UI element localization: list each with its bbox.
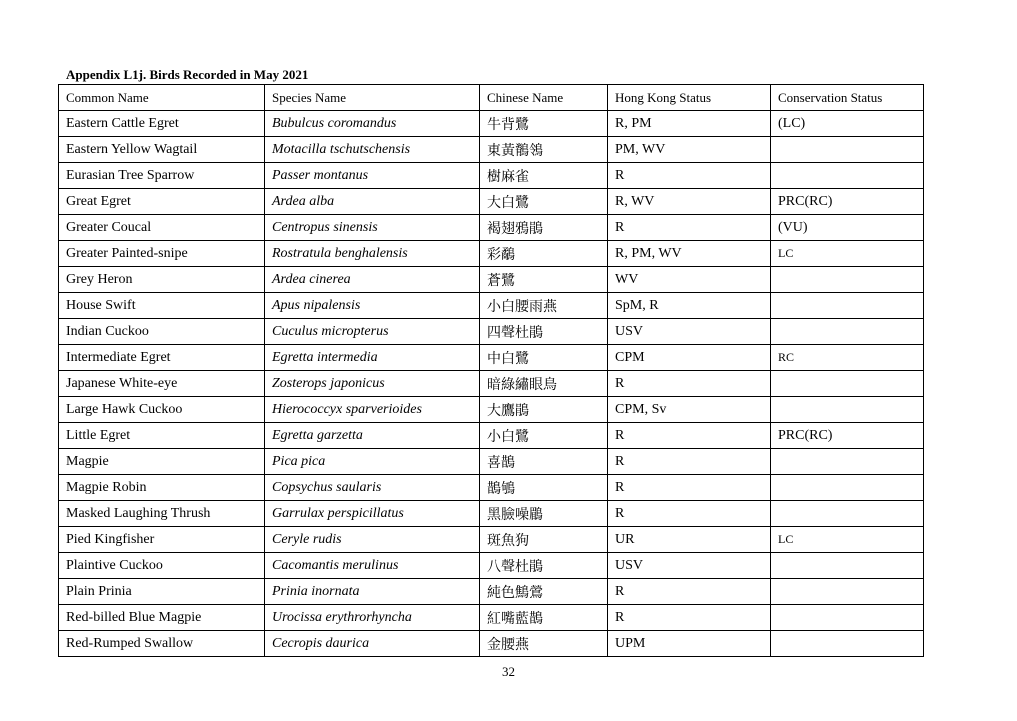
table-row: [59, 137, 924, 163]
species-name-cell: Rostratula benghalensis: [265, 241, 480, 267]
table-row: [59, 397, 924, 423]
common-name-cell: Red-Rumped Swallow: [59, 631, 265, 657]
table-header-row: [59, 85, 924, 111]
species-name-cell: Bubulcus coromandus: [265, 111, 480, 137]
conservation-status-cell: [771, 553, 924, 579]
table-row: [59, 475, 924, 501]
conservation-status-cell: [771, 631, 924, 657]
hong-kong-status-cell: UR: [608, 527, 771, 553]
chinese-name-cell: 黑臉噪鶥: [480, 501, 608, 527]
table-row: [59, 631, 924, 657]
conservation-status-cell: [771, 163, 924, 189]
hong-kong-status-cell: WV: [608, 267, 771, 293]
chinese-name-cell: 喜鵲: [480, 449, 608, 475]
common-name-cell: Japanese White-eye: [59, 371, 265, 397]
table-row: [59, 579, 924, 605]
hong-kong-status-cell: CPM, Sv: [608, 397, 771, 423]
hong-kong-status-cell: R: [608, 579, 771, 605]
species-name-cell: Prinia inornata: [265, 579, 480, 605]
conservation-status-cell: [771, 501, 924, 527]
common-name-cell: Little Egret: [59, 423, 265, 449]
hong-kong-status-cell: SpM, R: [608, 293, 771, 319]
hong-kong-status-cell: R, WV: [608, 189, 771, 215]
chinese-name-cell: 鵲鴝: [480, 475, 608, 501]
species-name-cell: Cuculus micropterus: [265, 319, 480, 345]
species-name-cell: Motacilla tschutschensis: [265, 137, 480, 163]
hong-kong-status-cell: R, PM, WV: [608, 241, 771, 267]
chinese-name-cell: 小白腰雨燕: [480, 293, 608, 319]
species-name-cell: Apus nipalensis: [265, 293, 480, 319]
species-name-cell: Cecropis daurica: [265, 631, 480, 657]
conservation-status-cell: [771, 449, 924, 475]
chinese-name-cell: 四聲杜鵑: [480, 319, 608, 345]
chinese-name-cell: 小白鷺: [480, 423, 608, 449]
species-name-cell: Passer montanus: [265, 163, 480, 189]
header-species-name: Species Name: [265, 85, 480, 111]
common-name-cell: Masked Laughing Thrush: [59, 501, 265, 527]
chinese-name-cell: 蒼鷺: [480, 267, 608, 293]
table-row: [59, 605, 924, 631]
common-name-cell: Plain Prinia: [59, 579, 265, 605]
chinese-name-cell: 大白鷺: [480, 189, 608, 215]
table-caption: Appendix L1j. Birds Recorded in May 2021: [66, 67, 309, 82]
common-name-cell: Greater Coucal: [59, 215, 265, 241]
common-name-cell: Great Egret: [59, 189, 265, 215]
conservation-status-cell: [771, 267, 924, 293]
species-name-cell: Egretta garzetta: [265, 423, 480, 449]
header-conservation-status: Conservation Status: [771, 85, 924, 111]
species-name-cell: Cacomantis merulinus: [265, 553, 480, 579]
table-row: [59, 189, 924, 215]
hong-kong-status-cell: R: [608, 215, 771, 241]
species-name-cell: Ardea cinerea: [265, 267, 480, 293]
table-row: [59, 267, 924, 293]
common-name-cell: Magpie: [59, 449, 265, 475]
hong-kong-status-cell: R, PM: [608, 111, 771, 137]
table-row: [59, 527, 924, 553]
hong-kong-status-cell: CPM: [608, 345, 771, 371]
chinese-name-cell: 暗綠繡眼鳥: [480, 371, 608, 397]
chinese-name-cell: 東黃鶺鴒: [480, 137, 608, 163]
species-name-cell: Urocissa erythrorhyncha: [265, 605, 480, 631]
species-name-cell: Zosterops japonicus: [265, 371, 480, 397]
conservation-status-cell: [771, 605, 924, 631]
hong-kong-status-cell: R: [608, 475, 771, 501]
table-row: [59, 371, 924, 397]
common-name-cell: Plaintive Cuckoo: [59, 553, 265, 579]
species-name-cell: Egretta intermedia: [265, 345, 480, 371]
common-name-cell: House Swift: [59, 293, 265, 319]
conservation-status-cell: [771, 475, 924, 501]
header-common-name: Common Name: [59, 85, 265, 111]
hong-kong-status-cell: R: [608, 449, 771, 475]
hong-kong-status-cell: PM, WV: [608, 137, 771, 163]
chinese-name-cell: 金腰燕: [480, 631, 608, 657]
chinese-name-cell: 八聲杜鵑: [480, 553, 608, 579]
table-row: [59, 449, 924, 475]
birds-table: [58, 84, 924, 657]
conservation-status-cell: RC: [771, 345, 924, 371]
table-row: [59, 553, 924, 579]
table-row: [59, 501, 924, 527]
chinese-name-cell: 彩鷸: [480, 241, 608, 267]
header-chinese-name: Chinese Name: [480, 85, 608, 111]
common-name-cell: Greater Painted-snipe: [59, 241, 265, 267]
table-row: [59, 423, 924, 449]
chinese-name-cell: 斑魚狗: [480, 527, 608, 553]
hong-kong-status-cell: R: [608, 605, 771, 631]
chinese-name-cell: 褐翅鴉鵑: [480, 215, 608, 241]
header-hong-kong-status: Hong Kong Status: [608, 85, 771, 111]
table-row: [59, 319, 924, 345]
conservation-status-cell: PRC(RC): [771, 189, 924, 215]
species-name-cell: Copsychus saularis: [265, 475, 480, 501]
chinese-name-cell: 樹麻雀: [480, 163, 608, 189]
species-name-cell: Ceryle rudis: [265, 527, 480, 553]
chinese-name-cell: 純色鷦鶯: [480, 579, 608, 605]
table-row: [59, 163, 924, 189]
common-name-cell: Grey Heron: [59, 267, 265, 293]
common-name-cell: Eastern Cattle Egret: [59, 111, 265, 137]
common-name-cell: Red-billed Blue Magpie: [59, 605, 265, 631]
chinese-name-cell: 中白鷺: [480, 345, 608, 371]
hong-kong-status-cell: R: [608, 501, 771, 527]
chinese-name-cell: 紅嘴藍鵲: [480, 605, 608, 631]
conservation-status-cell: [771, 293, 924, 319]
hong-kong-status-cell: R: [608, 163, 771, 189]
conservation-status-cell: LC: [771, 241, 924, 267]
conservation-status-cell: [771, 371, 924, 397]
hong-kong-status-cell: UPM: [608, 631, 771, 657]
hong-kong-status-cell: USV: [608, 553, 771, 579]
common-name-cell: Eastern Yellow Wagtail: [59, 137, 265, 163]
conservation-status-cell: (VU): [771, 215, 924, 241]
hong-kong-status-cell: USV: [608, 319, 771, 345]
common-name-cell: Pied Kingfisher: [59, 527, 265, 553]
common-name-cell: Indian Cuckoo: [59, 319, 265, 345]
table-row: [59, 241, 924, 267]
species-name-cell: Hierococcyx sparverioides: [265, 397, 480, 423]
hong-kong-status-cell: R: [608, 371, 771, 397]
hong-kong-status-cell: R: [608, 423, 771, 449]
species-name-cell: Pica pica: [265, 449, 480, 475]
common-name-cell: Eurasian Tree Sparrow: [59, 163, 265, 189]
conservation-status-cell: PRC(RC): [771, 423, 924, 449]
species-name-cell: Ardea alba: [265, 189, 480, 215]
conservation-status-cell: [771, 319, 924, 345]
page-number: 32: [502, 664, 515, 679]
conservation-status-cell: (LC): [771, 111, 924, 137]
chinese-name-cell: 牛背鷺: [480, 111, 608, 137]
table-row: [59, 293, 924, 319]
conservation-status-cell: [771, 397, 924, 423]
species-name-cell: Centropus sinensis: [265, 215, 480, 241]
chinese-name-cell: 大鷹鵑: [480, 397, 608, 423]
table-body: [59, 111, 924, 657]
species-name-cell: Garrulax perspicillatus: [265, 501, 480, 527]
conservation-status-cell: [771, 579, 924, 605]
conservation-status-cell: LC: [771, 527, 924, 553]
common-name-cell: Magpie Robin: [59, 475, 265, 501]
common-name-cell: Intermediate Egret: [59, 345, 265, 371]
table-row: [59, 345, 924, 371]
conservation-status-cell: [771, 137, 924, 163]
table-row: [59, 215, 924, 241]
table-row: [59, 111, 924, 137]
common-name-cell: Large Hawk Cuckoo: [59, 397, 265, 423]
